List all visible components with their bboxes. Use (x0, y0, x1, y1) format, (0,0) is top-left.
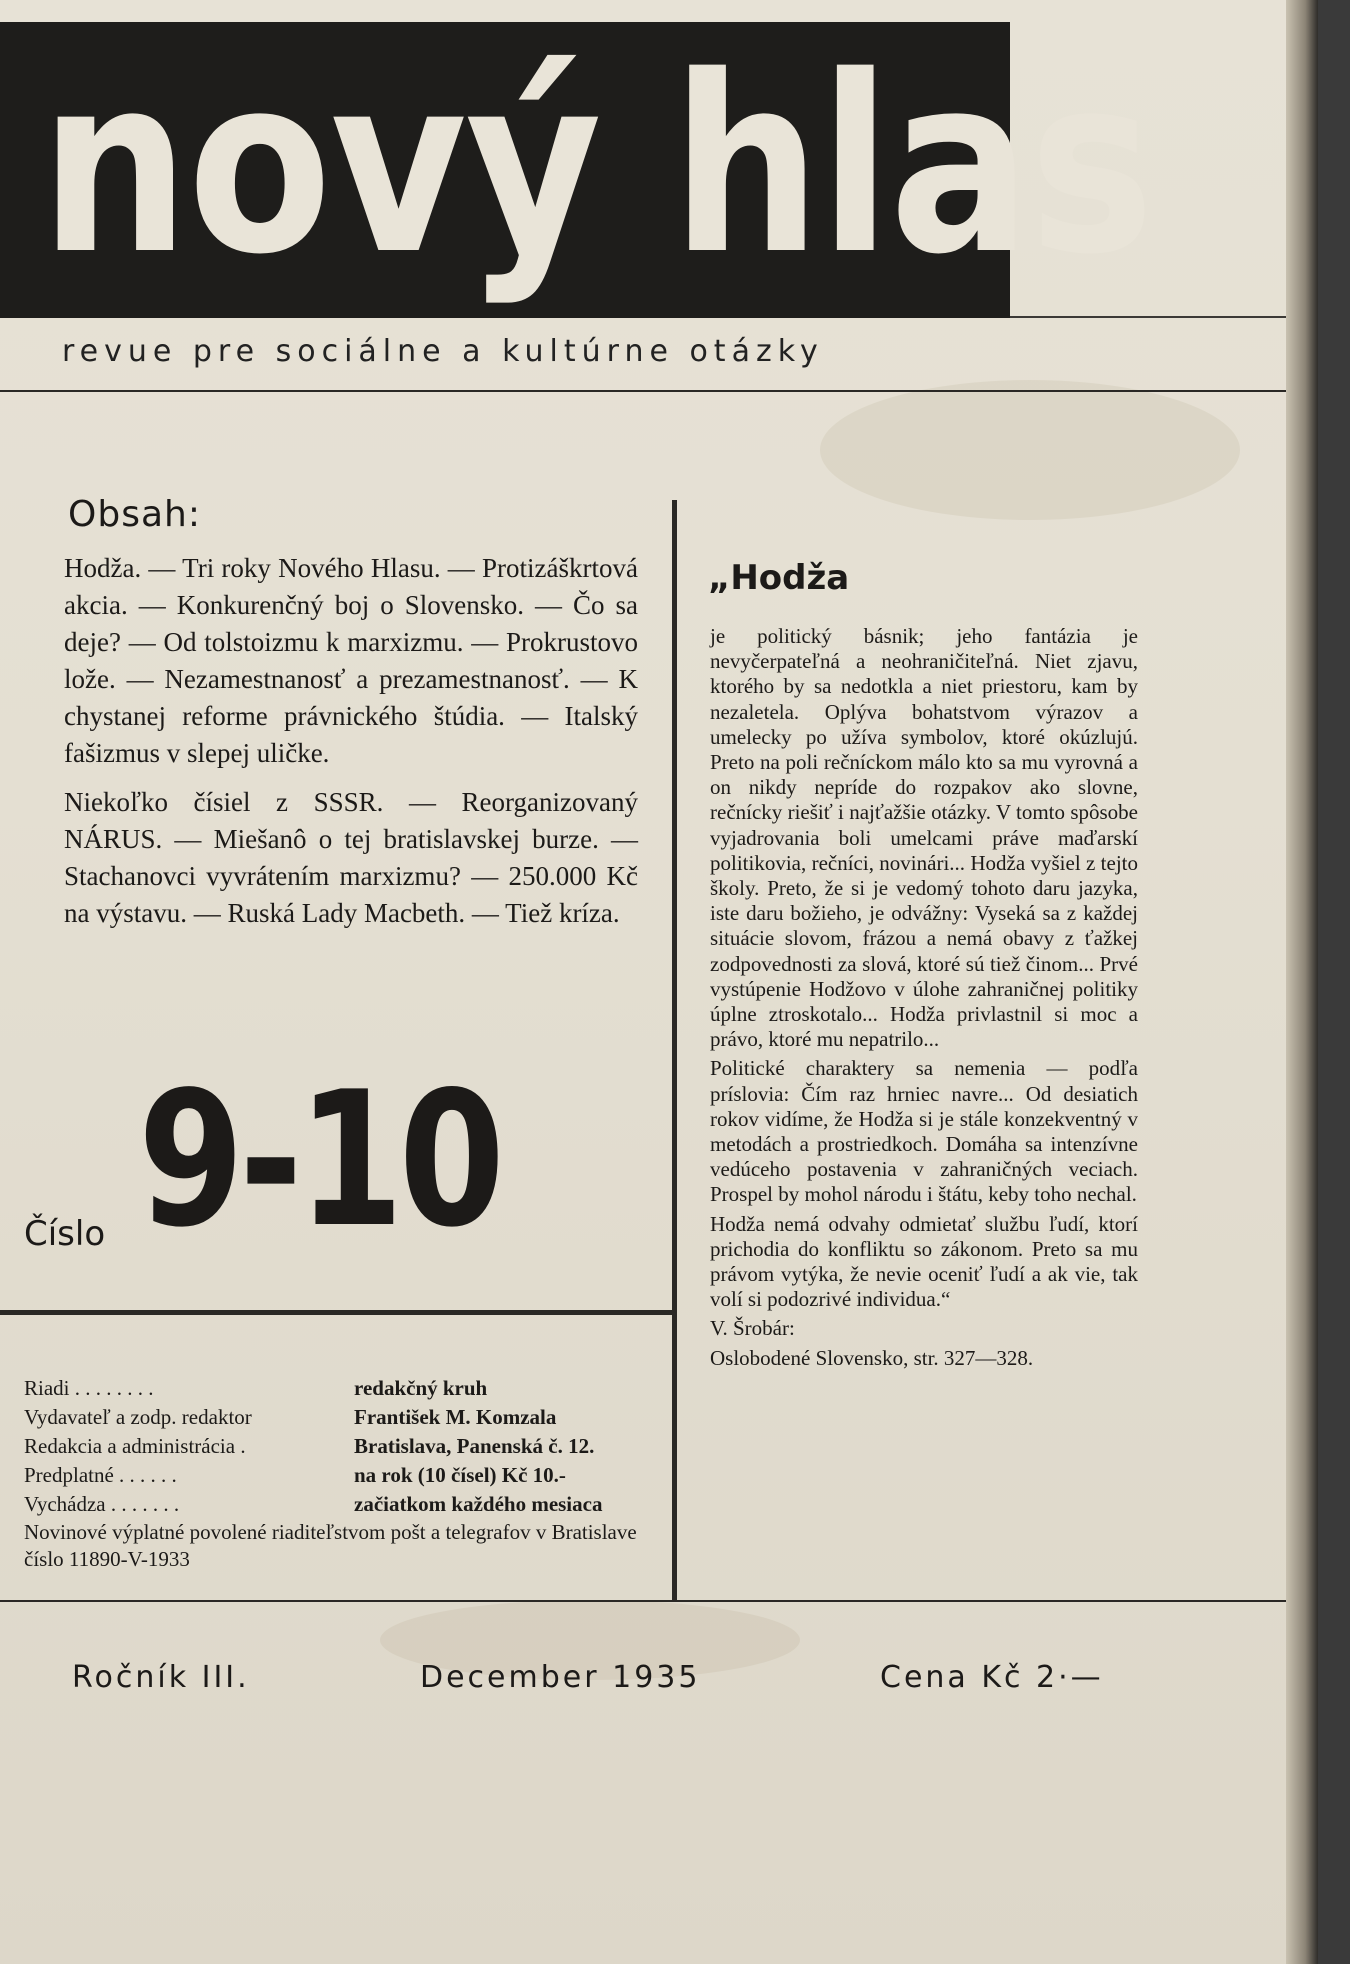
contents-paragraph: Hodža. — Tri roky Nového Hlasu. — Protizáškrtová akcia. — Konkurenčný boj o Slovensko. — Čo sa deje? — Od tolstoizmu k marxizmu. — Prokrustovo lože. — Nezamestnanosť a prezamestnanosť. — K chystanej reforme právnického štúdia. — Italský fašizmus v slepej uličke. (64, 553, 638, 768)
masthead-rule (1010, 316, 1310, 318)
imprint-label: Vydavateľ a zodp. redaktor (24, 1405, 252, 1429)
postal-note: Novinové výplatné povolené riaditeľstvom pošt a telegrafov v Bratislave číslo 11890-V-1933 (24, 1520, 637, 1571)
quote-title: „Hodža (708, 558, 850, 598)
imprint-row (24, 1461, 664, 1490)
price-label: Cena Kč 2·— (880, 1660, 1104, 1695)
imprint-label: Redakcia a administrácia . (24, 1434, 246, 1458)
contents-heading: Obsah: (68, 494, 201, 535)
imprint-row (24, 1432, 664, 1461)
imprint-label: Riadi . . . . . . . . (24, 1376, 154, 1400)
quote-source: Oslobodené Slovensko, str. 327—328. (710, 1345, 1034, 1370)
footer (0, 1660, 1318, 1700)
quote-body (710, 624, 1138, 1375)
imprint-row (24, 1403, 664, 1432)
paper-stain (820, 380, 1240, 520)
column-divider (672, 500, 677, 1600)
page-edge (1286, 0, 1318, 1964)
header-divider (0, 390, 1290, 392)
masthead (0, 22, 1153, 318)
volume-label: Ročník III. (72, 1660, 250, 1695)
contents-paragraph: Niekoľko čísiel z SSSR. — Reorganizovaný NÁRUS. — Miešanô o tej bratislavskej burze. — Stachanovci vyvrátením marxizmu? — 250.000 Kč na výstavu. — Ruská Lady Macbeth. — Tiež kríza. (64, 787, 638, 928)
imprint-value: redakčný kruh (354, 1376, 488, 1400)
imprint-value: Bratislava, Panenská č. 12. (354, 1434, 595, 1458)
quote-paragraph: Politické charaktery sa nemenia — podľa príslovia: Čím raz hrniec navre... Od desiatich rokov vidíme, že Hodža si je stále konzekventný v metodách a prostriedkoch. Domáha sa intenzívne vedúceho postavenia v zahraničných veciach. Prospel by mohol národu i štátu, keby toho nechal. (710, 1056, 1138, 1207)
contents-list (64, 550, 638, 944)
imprint-row (24, 1490, 664, 1519)
imprint-label: Predplatné . . . . . . (24, 1463, 177, 1487)
quote-paragraph: Hodža nemá odvahy odmietať službu ľudí, ktorí prichodia do konfliktu so zákonom. Preto sa mu právom vytýka, že nevie oceniť ľudí a ak vie, tak volí si podozrivé individua.“ (710, 1211, 1138, 1312)
quote-author: V. Šrobár: (710, 1316, 795, 1341)
imprint-value: na rok (10 čísel) Kč 10.- (354, 1463, 566, 1487)
imprint-label: Vychádza . . . . . . . (24, 1492, 180, 1516)
imprint-value: začiatkom každého mesiaca (354, 1492, 603, 1516)
issue-number: 9-10 (138, 1051, 501, 1268)
issue-label: Číslo (24, 1214, 106, 1254)
imprint-value: František M. Komzala (354, 1405, 557, 1429)
issue-divider (0, 1310, 676, 1315)
magazine-title: nový hlas (40, 24, 1153, 308)
quote-paragraph: je politický básnik; jeho fantázia je nevyčerpateľná a neohraničiteľná. Niet zjavu, ktorého by sa nedotkla a niet priestoru, kam by nezaletela. Oplýva bohatstvom výrazov a umelecky po užíva symbolov, ktoré okúzlujú. Preto na poli rečníckom málo kto sa mu vyrovná a on nikdy nepríde do rozpakov ako slovne, rečnícky riešiť i najťažšie otázky. V tomto spôsobe vyjadrovania boli umelcami práve maďarskí politikovia, rečníci, novinári... Hodža vyšiel z tejto školy. Preto, že si je vedomý tohoto daru jazyka, iste daru božieho, je odvážny: Vyseká sa z každej situácie slovom, frázou a nemá obavy z ťažkej zodpovednosti za slová, ktoré sú tiež činom... Prvé vystúpenie Hodžovo v úlohe zahraničnej politiky úplne ztroskotalo... Hodža privlastnil si moc a právo, ktoré mu nepatrilo... (710, 624, 1138, 1052)
imprint-row (24, 1374, 664, 1403)
issue-date: December 1935 (420, 1660, 701, 1695)
magazine-subtitle: revue pre sociálne a kultúrne otázky (62, 334, 824, 369)
imprint (24, 1374, 664, 1573)
footer-divider (0, 1600, 1290, 1602)
